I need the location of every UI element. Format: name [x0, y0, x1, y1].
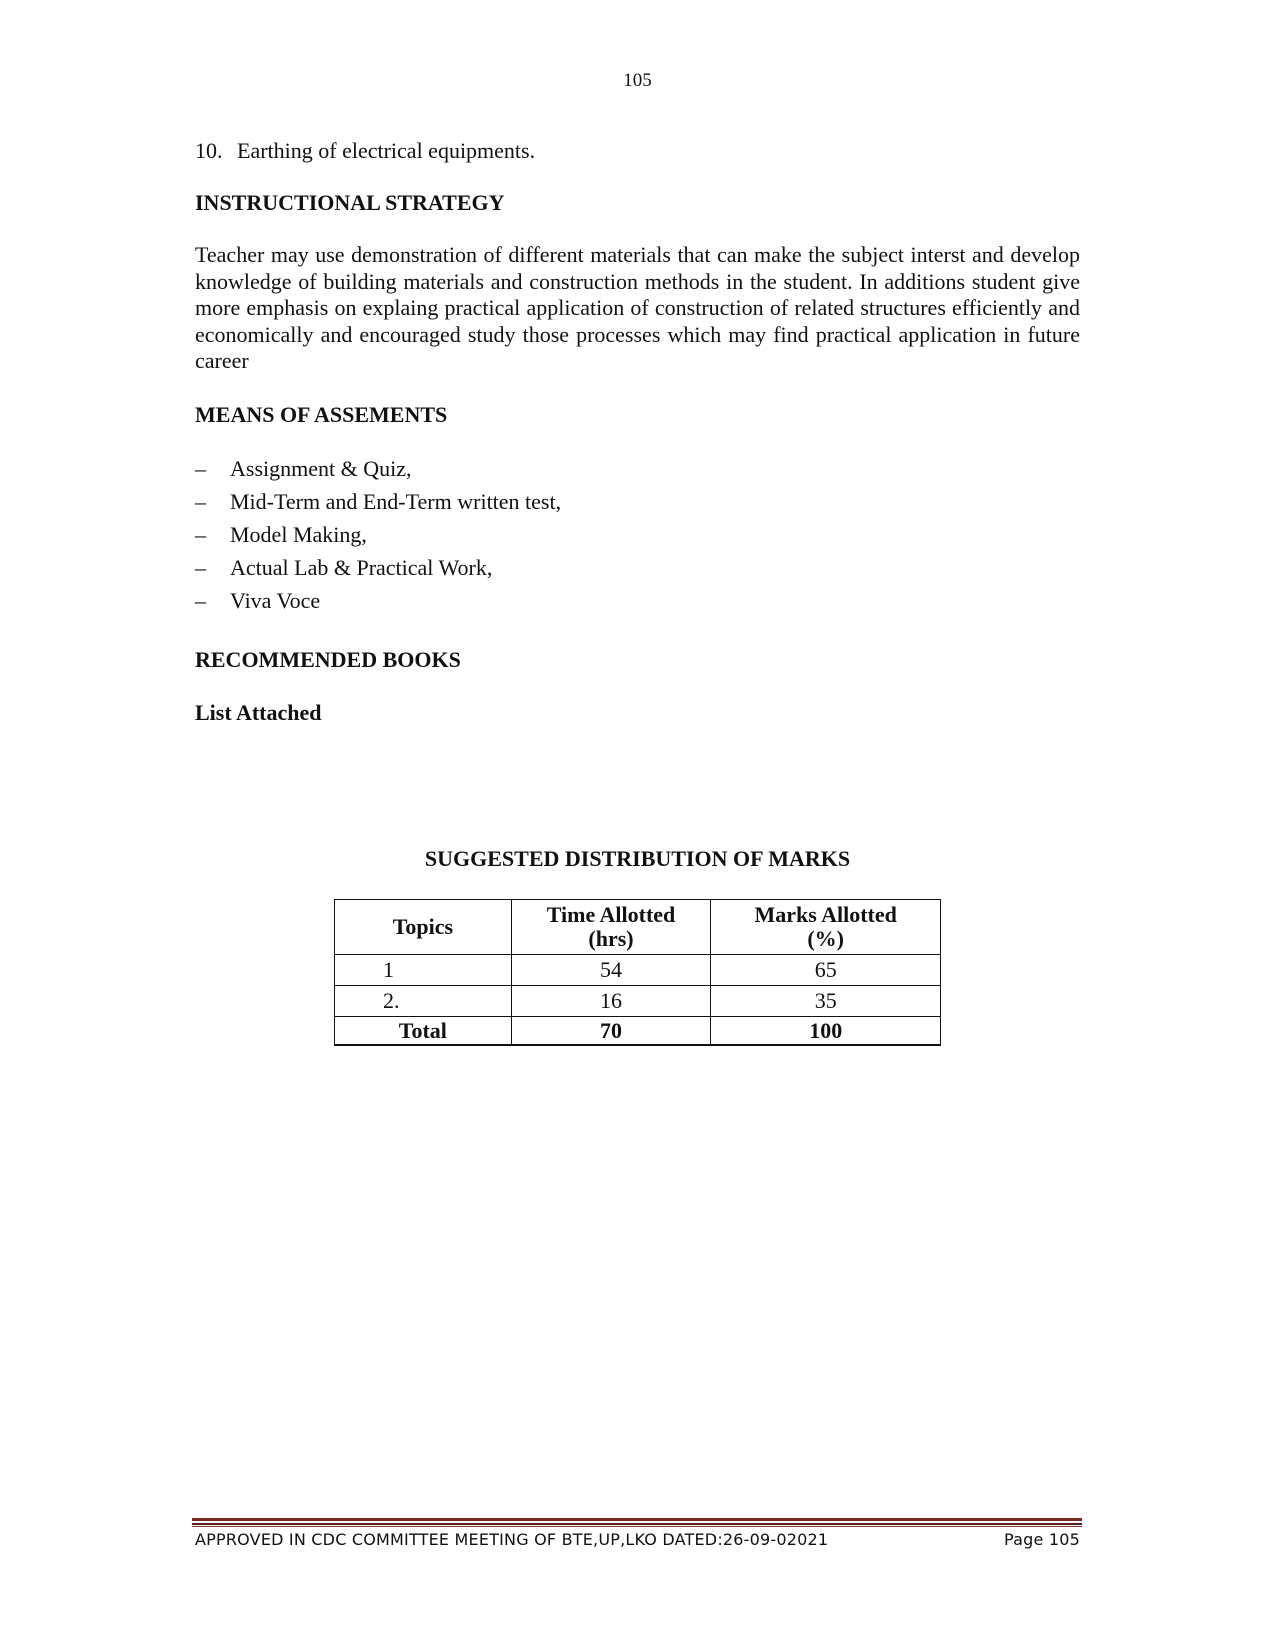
recommended-books-heading: RECOMMENDED BOOKS [195, 646, 461, 672]
dash-bullet: – [195, 488, 206, 514]
numbered-item-10 [195, 138, 1080, 164]
list-item-text: Assignment & Quiz, [230, 455, 412, 481]
instructional-strategy-text: Teacher may use demonstration of different materials that can make the subject interst and develop knowledge of building materials and construction methods in the student. In additions student give more emphasis on explaing practical application of construction of related structures efficiently and economically and encouraged study those processes which may find practical application in future career [195, 242, 1080, 374]
instructional-strategy-heading: INSTRUCTIONAL STRATEGY [195, 190, 505, 215]
total-marks-cell: 100 [711, 1017, 941, 1046]
marks-distribution-table [334, 899, 941, 1046]
assessment-list [195, 452, 1080, 617]
time-cell: 54 [511, 955, 711, 986]
marks-cell: 65 [711, 955, 941, 986]
table-total-row [335, 1017, 941, 1046]
table-row [335, 955, 941, 986]
list-item [195, 518, 1080, 551]
header-marks-line1: Marks Allotted [754, 902, 897, 927]
time-cell: 16 [511, 986, 711, 1017]
total-label-cell: Total [335, 1017, 512, 1046]
list-item [195, 485, 1080, 518]
footer-page-label: Page 105 [1004, 1530, 1080, 1549]
topic-cell: 2. [335, 986, 512, 1017]
topic-cell: 1 [335, 955, 512, 986]
list-attached-text: List Attached [195, 699, 322, 725]
table-row [335, 986, 941, 1017]
header-time-allotted [511, 900, 711, 955]
item-number: 10. [195, 138, 223, 163]
table-header-row [335, 900, 941, 955]
page-number: 105 [623, 70, 652, 91]
footer-approval-text: APPROVED IN CDC COMMITTEE MEETING OF BTE,UP,LKO DATED:26-09-02021 [195, 1530, 829, 1549]
item-text: Earthing of electrical equipments. [237, 138, 536, 163]
header-topics: Topics [335, 900, 512, 955]
list-item [195, 452, 1080, 485]
list-item-text: Actual Lab & Practical Work, [230, 554, 493, 580]
dash-bullet: – [195, 521, 206, 547]
header-marks-allotted [711, 900, 941, 955]
dash-bullet: – [195, 587, 206, 613]
header-marks-line2: (%) [807, 926, 845, 951]
dash-bullet: – [195, 554, 206, 580]
header-time-line2: (hrs) [588, 926, 634, 951]
marks-cell: 35 [711, 986, 941, 1017]
dash-bullet: – [195, 455, 206, 481]
list-item-text: Viva Voce [230, 587, 321, 613]
footer-rule [192, 1518, 1082, 1527]
list-item [195, 584, 1080, 617]
page-content [195, 138, 1080, 726]
footer [195, 1530, 1080, 1549]
marks-distribution-title: SUGGESTED DISTRIBUTION OF MARKS [424, 846, 851, 871]
total-time-cell: 70 [511, 1017, 711, 1046]
list-item [195, 551, 1080, 584]
means-of-assessment-heading: MEANS OF ASSEMENTS [195, 401, 448, 427]
list-item-text: Model Making, [230, 521, 367, 547]
list-item-text: Mid-Term and End-Term written test, [230, 488, 562, 514]
header-time-line1: Time Allotted [546, 902, 676, 927]
